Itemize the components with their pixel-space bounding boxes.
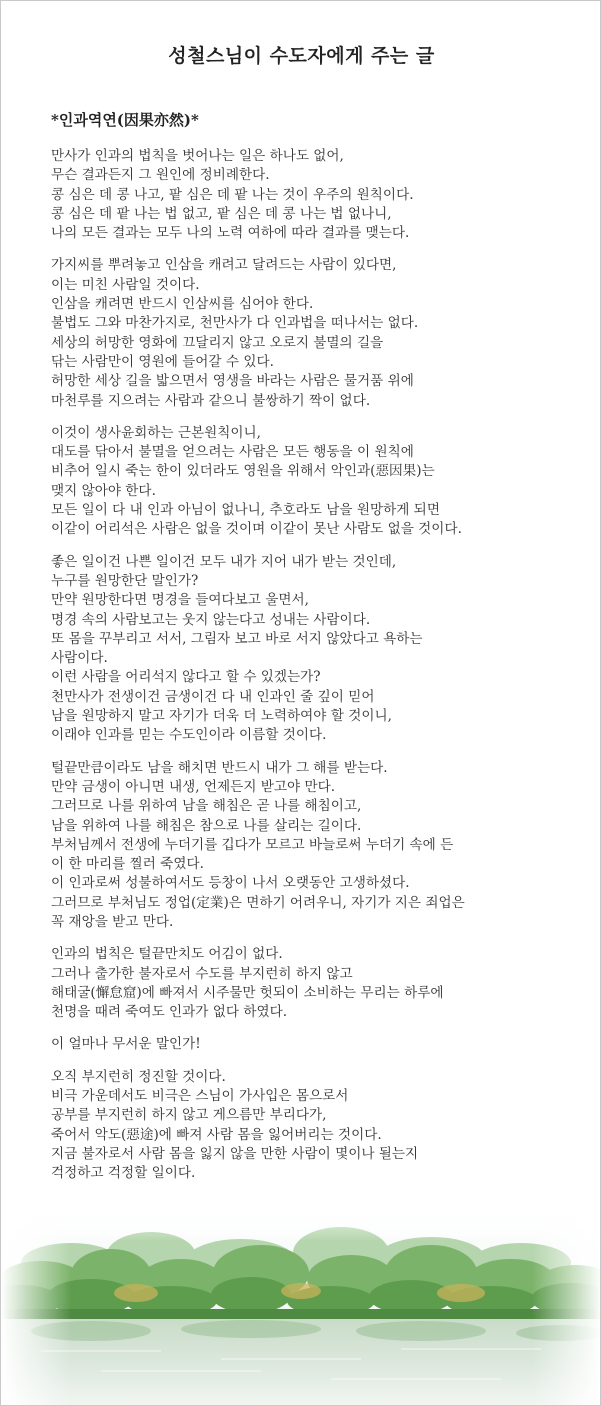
paragraph	[51, 256, 561, 410]
text-line: 좋은 일이건 나쁜 일이건 모두 내가 지어 내가 받는 것인데,	[51, 553, 397, 570]
text-line: 이 한 마리를 찔러 죽였다.	[51, 856, 204, 873]
text-line: 이것이 생사윤회하는 근본원칙이니,	[51, 424, 261, 441]
text-line: 대도를 닦아서 불멸을 얻으려는 사람은 모든 행동을 이 원칙에	[51, 444, 414, 461]
text-line: 허망한 세상 길을 밟으면서 영생을 바라는 사람은 물거품 위에	[51, 373, 414, 390]
text-line: 또 몸을 꾸부리고 서서, 그림자 보고 바로 서지 않았다고 욕하는	[51, 630, 423, 647]
text-line: 해태굴(懈怠窟)에 빠져서 시주물만 헛되이 소비하는 무리는 하루에	[51, 984, 444, 1001]
text-line: 이런 사람을 어리석지 않다고 할 수 있겠는가?	[51, 669, 321, 686]
text-line: 털끝만큼이라도 남을 해치면 반드시 내가 그 해를 받는다.	[51, 759, 388, 776]
text-line: 비추어 일시 죽는 한이 있더라도 영원을 위해서 악인과(惡因果)는	[51, 463, 435, 480]
paragraph	[51, 945, 561, 1022]
text-line: 마천루를 지으려는 사람과 같으니 불쌍하기 짝이 없다.	[51, 392, 371, 409]
page-title: 성철스님이 수도자에게 주는 글	[168, 45, 435, 67]
text-line: 모든 일이 다 내 인과 아님이 없나니, 추호라도 남을 원망하게 되면	[51, 502, 440, 519]
paragraph	[51, 1068, 561, 1184]
section-title: *인과역연(因果亦然)*	[51, 111, 199, 129]
text-line: 인과의 법칙은 털끝만치도 어김이 없다.	[51, 946, 283, 963]
text-line: 맺지 않아야 한다.	[51, 482, 156, 499]
text-line: 만사가 인과의 법칙을 벗어나는 일은 하나도 없어,	[51, 148, 344, 164]
text-line: 죽어서 악도(惡途)에 빠져 사람 몸을 잃어버리는 것이다.	[51, 1126, 382, 1143]
body-text	[51, 147, 561, 1197]
text-line: 부처님께서 전생에 누더기를 깁다가 모르고 바늘로써 누더기 속에 든	[51, 836, 454, 853]
text-line: 이 얼마나 무서운 말인가!	[51, 1036, 201, 1053]
text-line: 콩 심은 데 콩 나고, 팥 심은 데 팥 나는 것이 우주의 원칙이다.	[51, 186, 414, 203]
text-line: 이같이 어리석은 사람은 없을 것이며 이같이 못난 사람도 없을 것이다.	[51, 521, 462, 538]
text-line: 남을 위하여 나를 해침은 참으로 나를 살리는 길이다.	[51, 817, 362, 834]
text-line: 만약 원망한다면 명경을 들여다보고 울면서,	[51, 592, 309, 609]
text-line: 누구를 원망한단 말인가?	[51, 572, 199, 589]
text-line: 이래야 인과를 믿는 수도인이라 이름할 것이다.	[51, 727, 327, 744]
text-line: 공부를 부지런히 하지 않고 게으름만 부리다가,	[51, 1107, 327, 1124]
text-line: 이 인과로써 성불하여서도 등창이 나서 오랫동안 고생하셨다.	[51, 875, 410, 892]
text-line: 그러나 출가한 불자로서 수도를 부지런히 하지 않고	[51, 965, 353, 982]
landscape-illustration	[1, 1201, 601, 1406]
text-line: 지금 불자로서 사람 몸을 잃지 않을 만한 사람이 몇이나 될는지	[51, 1145, 419, 1162]
text-line: 무슨 결과든지 그 원인에 정비례한다.	[51, 167, 270, 184]
text-line: 그러므로 부처님도 정업(定業)은 면하기 어려우니, 자기가 지은 죄업은	[51, 894, 465, 911]
paragraph	[51, 759, 561, 933]
paragraph	[51, 1035, 561, 1054]
text-line: 천명을 때려 죽여도 인과가 없다 하였다.	[51, 1004, 288, 1021]
text-line: 닦는 사람만이 영원에 들어갈 수 있다.	[51, 353, 274, 370]
paragraph	[51, 553, 561, 746]
text-line: 걱정하고 걱정할 일이다.	[51, 1165, 196, 1182]
text-line: 그러므로 나를 위하여 남을 해침은 곧 나를 해침이고,	[51, 798, 362, 815]
text-line: 꼭 재앙을 받고 만다.	[51, 913, 174, 930]
text-line: 명경 속의 사람보고는 웃지 않는다고 성내는 사람이다.	[51, 611, 371, 628]
text-line: 비극 가운데서도 비극은 스님이 가사입은 몸으로서	[51, 1088, 349, 1105]
text-line: 만약 금생이 아니면 내생, 언제든지 받고야 만다.	[51, 778, 336, 795]
text-line: 가지씨를 뿌려놓고 인삼을 캐려고 달려드는 사람이 있다면,	[51, 257, 397, 274]
text-line: 천만사가 전생이건 금생이건 다 내 인과인 줄 깊이 믿어	[51, 688, 375, 705]
text-line: 사람이다.	[51, 650, 108, 667]
paragraph	[51, 147, 561, 243]
paragraph	[51, 424, 561, 540]
text-line: 인삼을 캐려면 반드시 인삼씨를 심어야 한다.	[51, 296, 314, 313]
text-line: 오직 부지런히 정진할 것이다.	[51, 1068, 226, 1085]
text-line: 나의 모든 결과는 모두 나의 노력 여하에 따라 결과를 맺는다.	[51, 225, 410, 242]
text-line: 남을 원망하지 말고 자기가 더욱 더 노력하여야 할 것이니,	[51, 708, 392, 725]
text-line: 이는 미친 사람일 것이다.	[51, 276, 200, 293]
text-line: 콩 심은 데 팥 나는 법 없고, 팥 심은 데 콩 나는 법 없나니,	[51, 205, 392, 222]
text-line: 불법도 그와 마찬가지로, 천만사가 다 인과법을 떠나서는 없다.	[51, 315, 419, 332]
text-line: 세상의 허망한 영화에 끄달리지 않고 오로지 불멸의 길을	[51, 334, 384, 351]
